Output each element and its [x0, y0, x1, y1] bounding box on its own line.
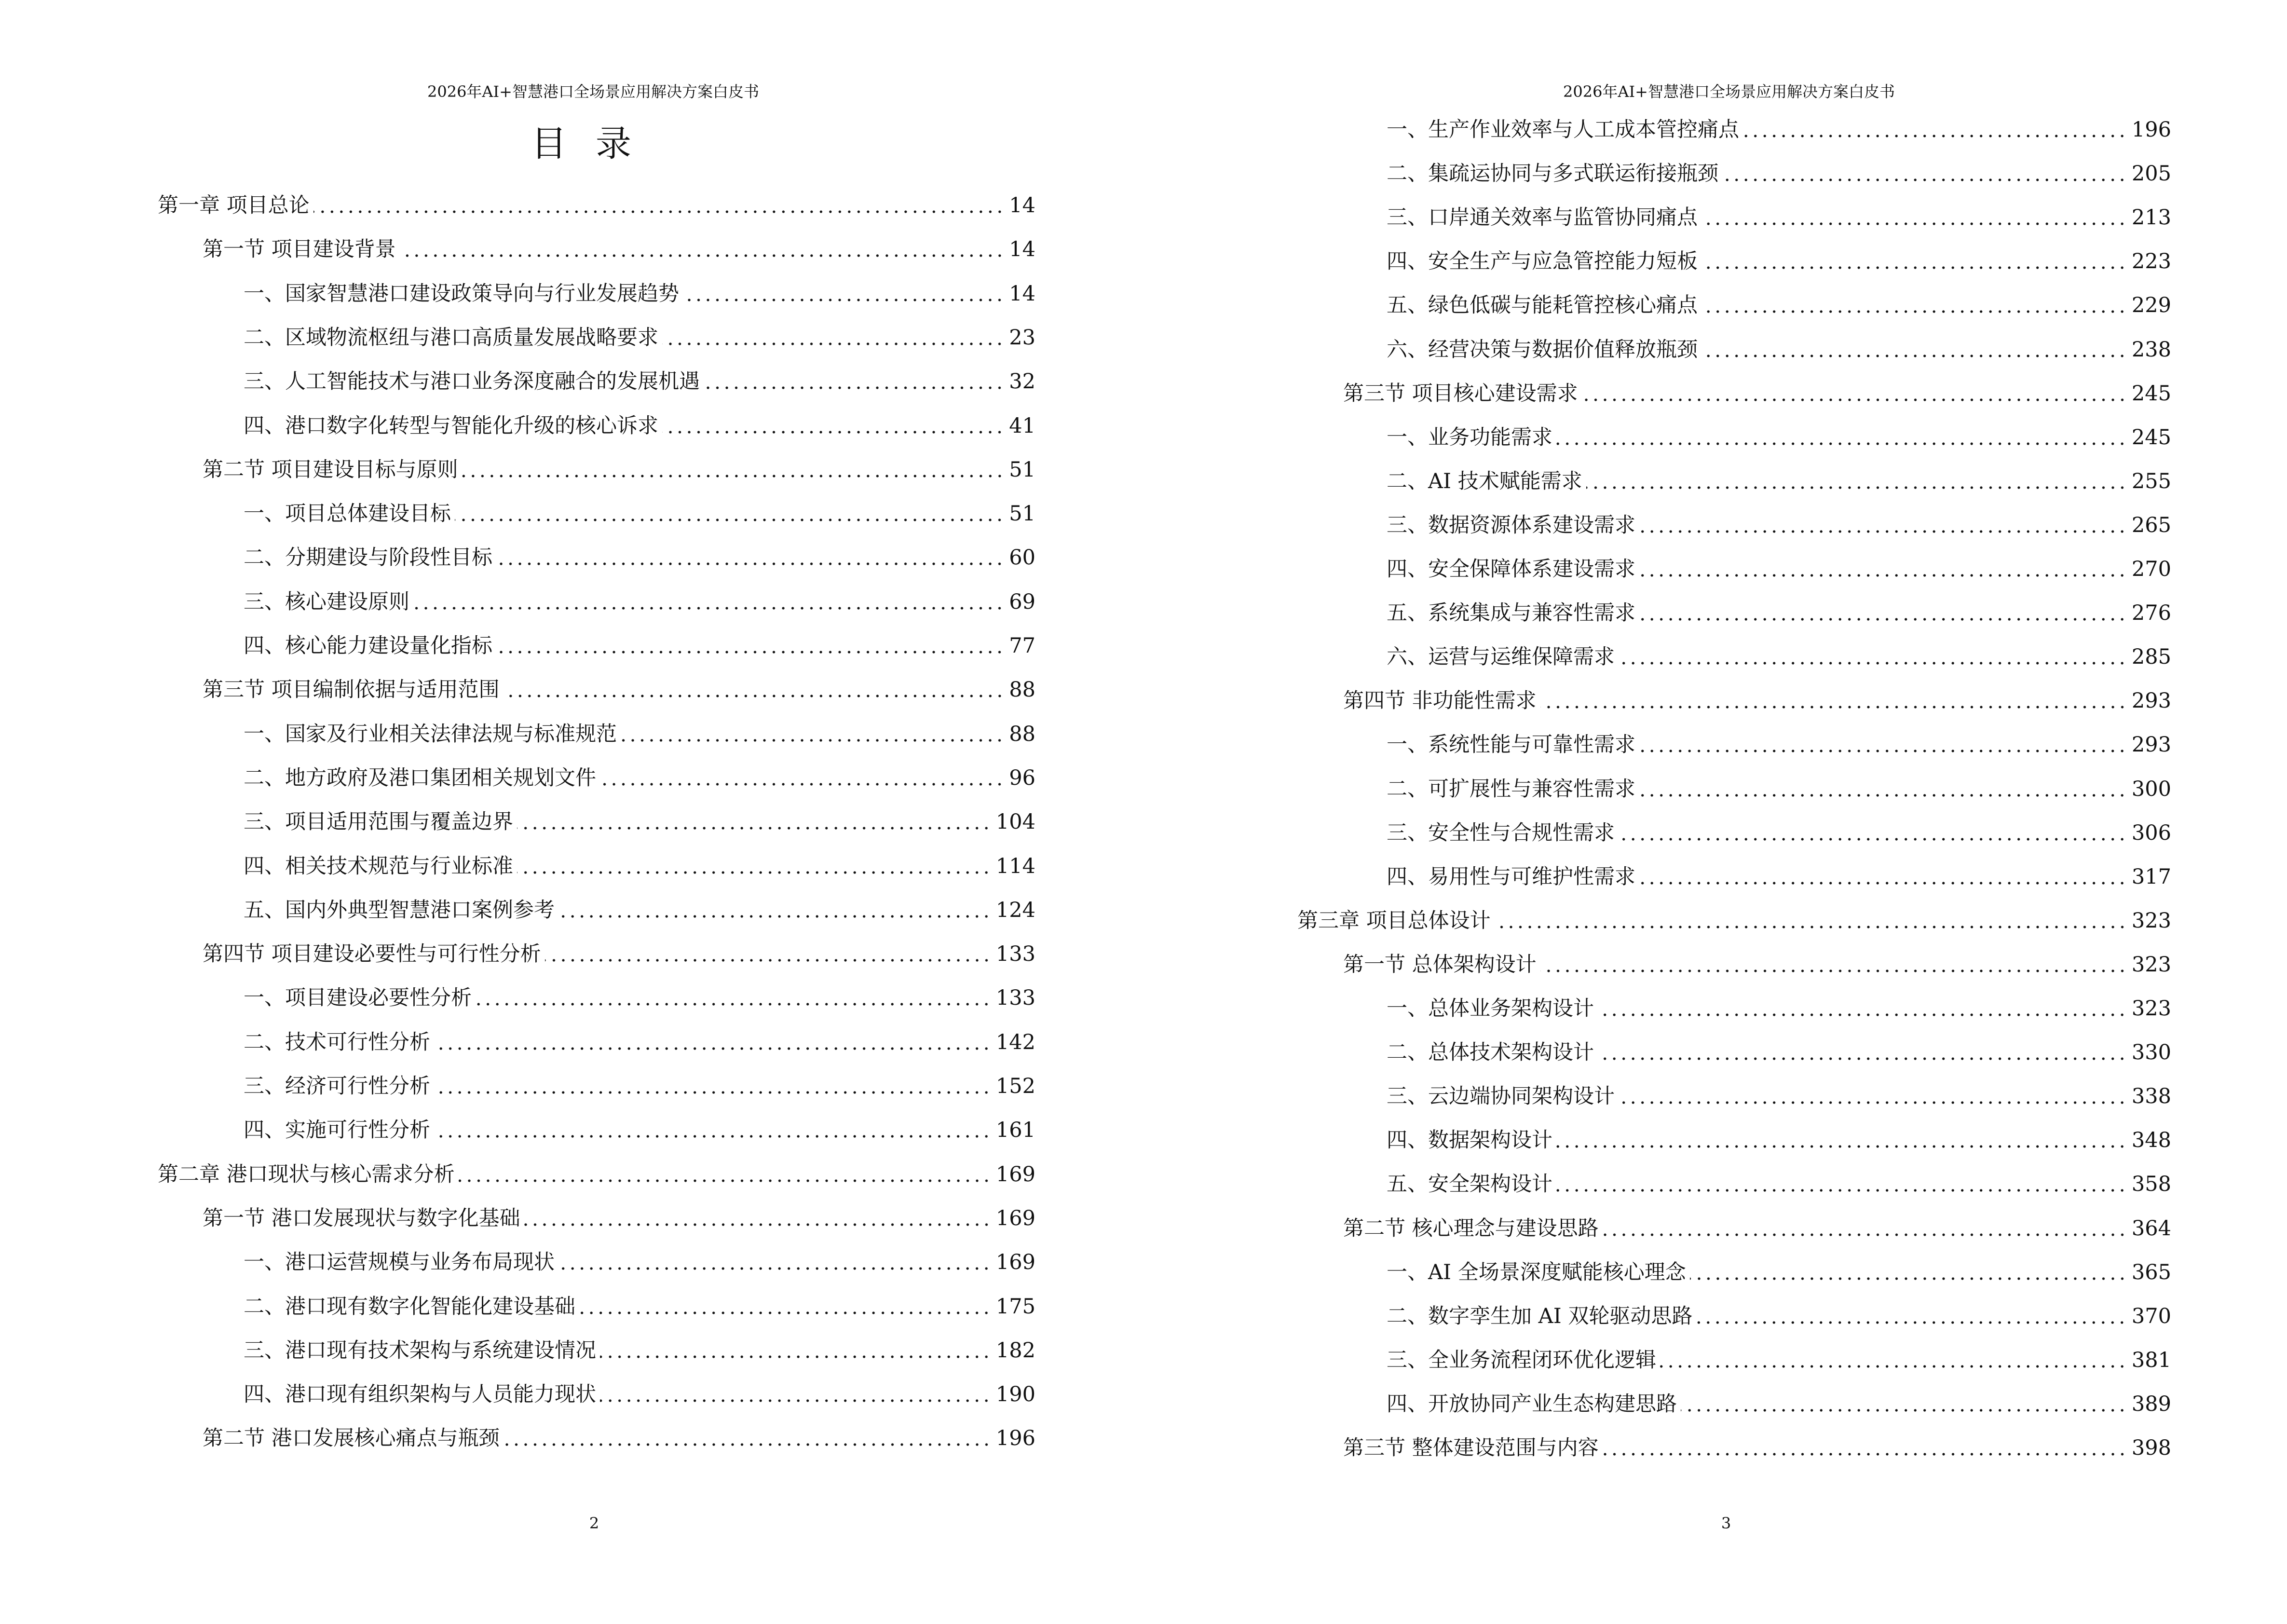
toc-entry-label: 三、安全性与合规性需求: [1387, 821, 1615, 845]
toc-entry-item[interactable]: [244, 852, 1035, 881]
toc-entry-item[interactable]: [1387, 730, 2171, 759]
toc-entry-page-number: 77: [1009, 634, 1035, 658]
toc-entry-section[interactable]: [203, 235, 1035, 264]
dot-leader: [1598, 994, 2127, 1023]
dot-leader: [662, 411, 1004, 440]
toc-entry-item[interactable]: [244, 631, 1035, 660]
toc-entry-label: 第三章 项目总体设计: [1297, 909, 1491, 933]
toc-entry-label: 第四节 项目建设必要性与可行性分析: [203, 942, 541, 966]
dot-leader: [1722, 159, 2127, 188]
dot-leader: [1681, 1390, 2127, 1419]
toc-entry-item[interactable]: [1387, 1302, 2171, 1331]
toc-entry-item[interactable]: [244, 764, 1035, 792]
toc-entry-label: 四、相关技术规范与行业标准: [244, 854, 513, 878]
toc-entry-label: 四、开放协同产业生态构建思路: [1387, 1392, 1677, 1416]
dot-leader: [434, 1072, 991, 1101]
dot-leader: [1556, 1126, 2127, 1155]
toc-entry-item[interactable]: [244, 1072, 1035, 1101]
toc-entry-item[interactable]: [1387, 1258, 2171, 1287]
page-number-footer: 3: [1721, 1514, 1731, 1532]
dot-leader: [1702, 291, 2127, 320]
toc-list: [1144, 0, 2287, 1624]
dot-leader: [496, 543, 1004, 572]
toc-entry-label: 一、项目总体建设目标: [244, 502, 451, 526]
dot-leader: [1702, 247, 2127, 276]
toc-entry-label: 一、国家智慧港口建设政策导向与行业发展趋势: [244, 282, 679, 306]
toc-entry-item[interactable]: [244, 587, 1035, 616]
toc-entry-page-number: 32: [1009, 369, 1035, 394]
toc-entry-label: 第一节 总体架构设计: [1343, 953, 1537, 977]
dot-leader: [1639, 511, 2127, 540]
toc-entry-label: 五、系统集成与兼容性需求: [1387, 601, 1635, 625]
dot-leader: [524, 1204, 991, 1233]
dot-leader: [1540, 950, 2127, 979]
toc-entry-label: 三、口岸通关效率与监管协同痛点: [1387, 205, 1698, 230]
toc-entry-page-number: 293: [2131, 689, 2171, 713]
toc-entry-item[interactable]: [244, 279, 1035, 308]
toc-entry-page-number: 196: [995, 1426, 1035, 1450]
toc-entry-item[interactable]: [1387, 1038, 2171, 1067]
toc-entry-label: 三、数据资源体系建设需求: [1387, 513, 1635, 537]
toc-entry-item[interactable]: [244, 411, 1035, 440]
toc-entry-page-number: 245: [2131, 425, 2171, 450]
toc-entry-page-number: 124: [995, 898, 1035, 922]
toc-entry-item[interactable]: [244, 807, 1035, 836]
dot-leader: [400, 235, 1005, 264]
toc-entry-page-number: 229: [2131, 293, 2171, 317]
toc-entry-label: 一、系统性能与可靠性需求: [1387, 733, 1635, 757]
dot-leader: [1702, 203, 2127, 232]
toc-entry-label: 五、国内外典型智慧港口案例参考: [244, 898, 555, 922]
toc-entry-page-number: 398: [2131, 1436, 2171, 1460]
dot-leader: [600, 764, 1004, 792]
toc-entry-page-number: 14: [1009, 237, 1035, 261]
dot-leader: [1582, 379, 2127, 408]
toc-entry-page-number: 370: [2131, 1304, 2171, 1328]
toc-entry-label: 二、总体技术架构设计: [1387, 1040, 1594, 1064]
toc-entry-page-number: 389: [2131, 1392, 2171, 1416]
dot-leader: [545, 940, 991, 969]
toc-entry-item[interactable]: [244, 1116, 1035, 1145]
dot-leader: [558, 896, 991, 925]
dot-leader: [1556, 423, 2127, 452]
dot-leader: [1743, 115, 2127, 144]
toc-entry-page-number: 255: [2131, 469, 2171, 493]
dot-leader: [1556, 1170, 2127, 1199]
toc-entry-chapter[interactable]: [158, 191, 1035, 220]
toc-entry-page-number: 365: [2131, 1260, 2171, 1284]
toc-entry-item[interactable]: [244, 1380, 1035, 1409]
toc-entry-page-number: 265: [2131, 513, 2171, 537]
toc-entry-label: 第四节 非功能性需求: [1343, 689, 1537, 713]
toc-entry-item[interactable]: [244, 1248, 1035, 1277]
toc-entry-page-number: 323: [2131, 953, 2171, 977]
toc-entry-chapter[interactable]: [1297, 906, 2171, 935]
toc-entry-page-number: 190: [995, 1382, 1035, 1406]
toc-entry-page-number: 104: [995, 810, 1035, 834]
toc-entry-label: 五、绿色低碳与能耗管控核心痛点: [1387, 293, 1698, 317]
toc-entry-label: 三、项目适用范围与覆盖边界: [244, 810, 513, 834]
toc-entry-section[interactable]: [1343, 686, 2171, 715]
dot-leader: [1639, 599, 2127, 628]
toc-entry-label: 一、业务功能需求: [1387, 425, 1552, 450]
toc-entry-label: 二、分期建设与阶段性目标: [244, 546, 492, 570]
toc-entry-page-number: 323: [2131, 996, 2171, 1021]
toc-entry-page-number: 276: [2131, 601, 2171, 625]
toc-entry-label: 二、区域物流枢纽与港口高质量发展战略要求: [244, 326, 658, 350]
toc-entry-label: 一、项目建设必要性分析: [244, 986, 472, 1010]
running-header: 2026年AI+智慧港口全场景应用解决方案白皮书: [1563, 82, 1895, 101]
dot-leader: [1702, 335, 2127, 364]
toc-entry-label: 五、安全架构设计: [1387, 1172, 1552, 1196]
toc-entry-item[interactable]: [244, 323, 1035, 352]
toc-entry-page-number: 51: [1009, 502, 1035, 526]
toc-entry-page-number: 381: [2131, 1348, 2171, 1372]
toc-entry-item[interactable]: [244, 367, 1035, 396]
toc-entry-item[interactable]: [244, 1028, 1035, 1057]
toc-entry-item[interactable]: [244, 543, 1035, 572]
toc-entry-label: 一、AI 全场景深度赋能核心理念: [1387, 1260, 1686, 1284]
toc-entry-page-number: 142: [995, 1030, 1035, 1054]
toc-entry-item[interactable]: [1387, 203, 2171, 232]
toc-entry-page-number: 169: [995, 1162, 1035, 1187]
toc-entry-section[interactable]: [203, 1204, 1035, 1233]
toc-entry-item[interactable]: [1387, 775, 2171, 804]
dot-leader: [1619, 642, 2127, 671]
toc-entry-label: 三、港口现有技术架构与系统建设情况: [244, 1338, 596, 1363]
toc-entry-item[interactable]: [1387, 247, 2171, 276]
page-number-footer: 2: [589, 1514, 599, 1532]
dot-leader: [704, 367, 1004, 396]
dot-leader: [413, 587, 1004, 616]
toc-entry-page-number: 152: [995, 1074, 1035, 1098]
dot-leader: [1598, 1038, 2127, 1067]
toc-entry-label: 三、云边端协同架构设计: [1387, 1084, 1615, 1108]
toc-title: 目录: [531, 123, 660, 164]
dot-leader: [579, 1292, 991, 1321]
toc-entry-page-number: 169: [995, 1250, 1035, 1274]
toc-entry-page-number: 133: [995, 986, 1035, 1010]
toc-entry-page-number: 196: [2131, 118, 2171, 142]
toc-entry-label: 六、运营与运维保障需求: [1387, 645, 1615, 669]
toc-entry-page-number: 175: [995, 1295, 1035, 1319]
toc-entry-label: 第一节 项目建设背景: [203, 237, 396, 261]
toc-entry-page-number: 323: [2131, 909, 2171, 933]
toc-entry-item[interactable]: [1387, 467, 2171, 496]
toc-entry-page-number: 238: [2131, 338, 2171, 362]
toc-entry-page-number: 69: [1009, 590, 1035, 614]
toc-entry-label: 一、生产作业效率与人工成本管控痛点: [1387, 118, 1739, 142]
toc-entry-page-number: 41: [1009, 414, 1035, 438]
toc-entry-page-number: 182: [995, 1338, 1035, 1363]
toc-entry-item[interactable]: [1387, 1170, 2171, 1199]
toc-entry-label: 二、可扩展性与兼容性需求: [1387, 777, 1635, 801]
toc-page-right: [1144, 0, 2287, 1624]
toc-entry-label: 第二节 项目建设目标与原则: [203, 458, 458, 482]
toc-entry-page-number: 213: [2131, 205, 2171, 230]
toc-entry-section[interactable]: [203, 455, 1035, 484]
toc-entry-label: 六、经营决策与数据价值释放瓶颈: [1387, 338, 1698, 362]
dot-leader: [1495, 906, 2127, 935]
running-header: 2026年AI+智慧港口全场景应用解决方案白皮书: [427, 82, 760, 101]
toc-entry-page-number: 14: [1009, 282, 1035, 306]
toc-entry-page-number: 23: [1009, 326, 1035, 350]
dot-leader: [662, 323, 1004, 352]
dot-leader: [1639, 775, 2127, 804]
toc-entry-item[interactable]: [1387, 291, 2171, 320]
toc-entry-label: 三、核心建设原则: [244, 590, 409, 614]
toc-entry-item[interactable]: [244, 720, 1035, 749]
toc-entry-item[interactable]: [1387, 819, 2171, 847]
toc-entry-page-number: 88: [1009, 678, 1035, 702]
toc-entry-item[interactable]: [1387, 511, 2171, 540]
toc-entry-section[interactable]: [1343, 950, 2171, 979]
toc-entry-label: 二、地方政府及港口集团相关规划文件: [244, 766, 596, 790]
toc-entry-page-number: 245: [2131, 382, 2171, 406]
toc-entry-item[interactable]: [244, 1292, 1035, 1321]
toc-entry-section[interactable]: [1343, 1214, 2171, 1243]
toc-entry-label: 四、实施可行性分析: [244, 1118, 430, 1142]
dot-leader: [1586, 467, 2127, 496]
toc-entry-page-number: 358: [2131, 1172, 2171, 1196]
toc-entry-page-number: 205: [2131, 162, 2171, 186]
toc-entry-item[interactable]: [1387, 159, 2171, 188]
toc-entry-page-number: 306: [2131, 821, 2171, 845]
toc-entry-page-number: 161: [995, 1118, 1035, 1142]
toc-entry-page-number: 300: [2131, 777, 2171, 801]
toc-entry-label: 四、易用性与可维护性需求: [1387, 865, 1635, 889]
dot-leader: [1639, 862, 2127, 891]
toc-entry-page-number: 317: [2131, 865, 2171, 889]
toc-entry-label: 第三节 项目核心建设需求: [1343, 382, 1578, 406]
toc-entry-page-number: 133: [995, 942, 1035, 966]
dot-leader: [621, 720, 1004, 749]
dot-leader: [683, 279, 1004, 308]
toc-entry-label: 二、技术可行性分析: [244, 1030, 430, 1054]
toc-entry-label: 三、人工智能技术与港口业务深度融合的发展机遇: [244, 369, 700, 394]
dot-leader: [1660, 1346, 2127, 1375]
toc-entry-item[interactable]: [1387, 994, 2171, 1023]
dot-leader: [600, 1380, 991, 1409]
toc-entry-page-number: 223: [2131, 249, 2171, 273]
toc-entry-page-number: 114: [995, 854, 1035, 878]
toc-entry-item[interactable]: [1387, 555, 2171, 584]
toc-entry-page-number: 169: [995, 1206, 1035, 1230]
toc-entry-chapter[interactable]: [158, 1160, 1035, 1189]
toc-entry-page-number: 348: [2131, 1128, 2171, 1152]
dot-leader: [517, 852, 991, 881]
dot-leader: [1639, 555, 2127, 584]
toc-entry-label: 四、安全保障体系建设需求: [1387, 557, 1635, 581]
toc-entry-label: 三、全业务流程闭环优化逻辑: [1387, 1348, 1656, 1372]
dot-leader: [517, 807, 991, 836]
toc-entry-label: 第三节 项目编制依据与适用范围: [203, 678, 500, 702]
dot-leader: [504, 675, 1005, 704]
dot-leader: [1696, 1302, 2127, 1331]
toc-entry-item[interactable]: [1387, 423, 2171, 452]
toc-entry-page-number: 60: [1009, 546, 1035, 570]
toc-entry-page-number: 293: [2131, 733, 2171, 757]
toc-entry-section[interactable]: [1343, 379, 2171, 408]
dot-leader: [504, 1424, 991, 1453]
dot-leader: [1690, 1258, 2127, 1287]
toc-entry-label: 二、港口现有数字化智能化建设基础: [244, 1295, 575, 1319]
toc-entry-label: 一、总体业务架构设计: [1387, 996, 1594, 1021]
toc-entry-label: 第一章 项目总论: [158, 193, 310, 218]
toc-entry-label: 三、经济可行性分析: [244, 1074, 430, 1098]
dot-leader: [476, 983, 991, 1012]
toc-entry-page-number: 51: [1009, 458, 1035, 482]
dot-leader: [1639, 730, 2127, 759]
toc-entry-label: 四、核心能力建设量化指标: [244, 634, 492, 658]
toc-entry-label: 一、港口运营规模与业务布局现状: [244, 1250, 555, 1274]
toc-entry-page-number: 96: [1009, 766, 1035, 790]
toc-entry-item[interactable]: [244, 1336, 1035, 1365]
toc-entry-page-number: 364: [2131, 1216, 2171, 1241]
toc-entry-label: 四、数据架构设计: [1387, 1128, 1552, 1152]
dot-leader: [1619, 1082, 2127, 1111]
dot-leader: [496, 631, 1004, 660]
dot-leader: [462, 455, 1005, 484]
toc-entry-section[interactable]: [203, 675, 1035, 704]
toc-entry-label: 二、集疏运协同与多式联运衔接瓶颈: [1387, 162, 1718, 186]
toc-entry-page-number: 270: [2131, 557, 2171, 581]
dot-leader: [434, 1028, 991, 1057]
toc-entry-page-number: 285: [2131, 645, 2171, 669]
toc-entry-item[interactable]: [244, 983, 1035, 1012]
dot-leader: [434, 1116, 991, 1145]
toc-entry-page-number: 330: [2131, 1040, 2171, 1064]
toc-entry-item[interactable]: [1387, 862, 2171, 891]
toc-entry-label: 四、安全生产与应急管控能力短板: [1387, 249, 1698, 273]
toc-entry-item[interactable]: [1387, 335, 2171, 364]
dot-leader: [1603, 1214, 2127, 1243]
dot-leader: [1603, 1433, 2127, 1462]
toc-entry-label: 二、AI 技术赋能需求: [1387, 469, 1582, 493]
toc-entry-item[interactable]: [1387, 642, 2171, 671]
toc-entry-item[interactable]: [1387, 1346, 2171, 1375]
toc-entry-label: 第一节 港口发展现状与数字化基础: [203, 1206, 520, 1230]
dot-leader: [1619, 819, 2127, 847]
dot-leader: [313, 191, 1005, 220]
toc-entry-page-number: 14: [1009, 193, 1035, 218]
toc-entry-page-number: 338: [2131, 1084, 2171, 1108]
toc-entry-section[interactable]: [203, 1424, 1035, 1453]
toc-entry-label: 一、国家及行业相关法律法规与标准规范: [244, 722, 617, 746]
toc-entry-item[interactable]: [1387, 1390, 2171, 1419]
toc-entry-item[interactable]: [244, 499, 1035, 528]
toc-entry-item[interactable]: [244, 896, 1035, 925]
toc-entry-label: 四、港口数字化转型与智能化升级的核心诉求: [244, 414, 658, 438]
dot-leader: [1540, 686, 2127, 715]
toc-entry-label: 第二章 港口现状与核心需求分析: [158, 1162, 455, 1187]
toc-entry-label: 第二节 港口发展核心痛点与瓶颈: [203, 1426, 500, 1450]
toc-entry-item[interactable]: [1387, 599, 2171, 628]
toc-entry-label: 第三节 整体建设范围与内容: [1343, 1436, 1599, 1460]
dot-leader: [459, 1160, 991, 1189]
dot-leader: [600, 1336, 991, 1365]
toc-entry-label: 四、港口现有组织架构与人员能力现状: [244, 1382, 596, 1406]
dot-leader: [455, 499, 1004, 528]
toc-entry-label: 第二节 核心理念与建设思路: [1343, 1216, 1599, 1241]
toc-entry-label: 二、数字孪生加 AI 双轮驱动思路: [1387, 1304, 1693, 1328]
toc-entry-item[interactable]: [1387, 1126, 2171, 1155]
dot-leader: [558, 1248, 991, 1277]
toc-entry-item[interactable]: [1387, 1082, 2171, 1111]
toc-entry-page-number: 88: [1009, 722, 1035, 746]
toc-entry-item[interactable]: [1387, 115, 2171, 144]
toc-entry-section[interactable]: [1343, 1433, 2171, 1462]
toc-entry-section[interactable]: [203, 940, 1035, 969]
